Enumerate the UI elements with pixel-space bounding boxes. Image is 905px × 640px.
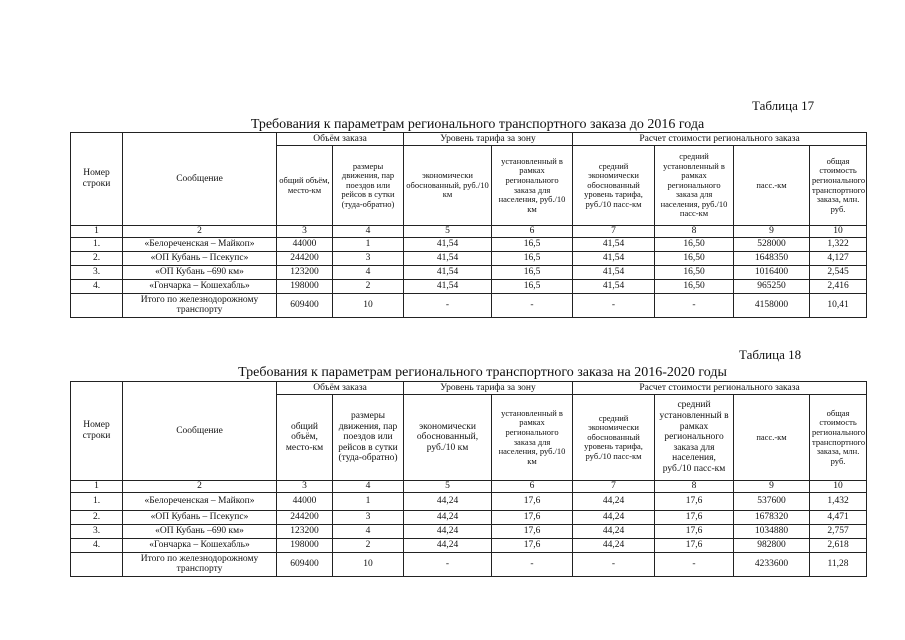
col-number: 4	[333, 226, 404, 238]
cell: «Белореченская – Майкоп»	[123, 237, 277, 251]
header-tariff-economic: экономически обоснованный, руб./10 км	[404, 146, 492, 226]
cell: 10,41	[810, 293, 867, 317]
header-volume-total: общий объём, место-км	[277, 146, 333, 226]
cell: 1,322	[810, 237, 867, 251]
cell: 965250	[734, 279, 810, 293]
table-18	[70, 381, 867, 577]
cell: 44,24	[573, 510, 655, 524]
cell: 17,6	[655, 524, 734, 538]
cell: 44,24	[404, 492, 492, 510]
header-pass-km: пасс.-км	[734, 146, 810, 226]
cell: 4,471	[810, 510, 867, 524]
col-number: 1	[71, 226, 123, 238]
table-row	[71, 251, 867, 265]
col-number: 8	[655, 226, 734, 238]
header-traffic-size: размеры движения, пар поездов или рейсов в сутки (туда-обратно)	[333, 395, 404, 481]
table-row	[71, 237, 867, 251]
table-row	[71, 279, 867, 293]
col-number: 5	[404, 481, 492, 493]
cell: 44000	[277, 237, 333, 251]
cell: -	[655, 552, 734, 576]
group-header-cost: Расчет стоимости регионального заказа	[573, 382, 867, 395]
cell: -	[404, 293, 492, 317]
cell: 198000	[277, 279, 333, 293]
cell: 4233600	[734, 552, 810, 576]
cell: 44,24	[573, 492, 655, 510]
total-row	[71, 552, 867, 576]
col-number: 6	[492, 226, 573, 238]
cell: 1016400	[734, 265, 810, 279]
cell: «Гончарка – Кошехабль»	[123, 279, 277, 293]
cell: 41,54	[404, 279, 492, 293]
cell: -	[655, 293, 734, 317]
col-number: 9	[734, 226, 810, 238]
cell: 44000	[277, 492, 333, 510]
total-label: Итого по железнодорожному транспорту	[123, 293, 277, 317]
cell: 44,24	[573, 524, 655, 538]
cell: 17,6	[655, 538, 734, 552]
cell: 982800	[734, 538, 810, 552]
cell: 2.	[71, 251, 123, 265]
header-avg-established: средний установленный в рамках регионального заказа для населения, руб./10 пасс-км	[655, 146, 734, 226]
col-number: 6	[492, 481, 573, 493]
cell: 528000	[734, 237, 810, 251]
col-number: 10	[810, 226, 867, 238]
cell: -	[573, 293, 655, 317]
cell: -	[404, 552, 492, 576]
cell: 4	[333, 265, 404, 279]
cell: 3	[333, 510, 404, 524]
col-number: 3	[277, 226, 333, 238]
cell: 2.	[71, 510, 123, 524]
cell: 123200	[277, 524, 333, 538]
cell: 16,5	[492, 279, 573, 293]
cell: 16,50	[655, 237, 734, 251]
cell: 41,54	[404, 265, 492, 279]
cell: 609400	[277, 293, 333, 317]
cell: 3	[333, 251, 404, 265]
cell: 17,6	[655, 510, 734, 524]
cell: 16,50	[655, 279, 734, 293]
cell: 4.	[71, 279, 123, 293]
cell: 2,757	[810, 524, 867, 538]
col-number: 8	[655, 481, 734, 493]
col-number: 9	[734, 481, 810, 493]
cell: 1648350	[734, 251, 810, 265]
cell: 1.	[71, 492, 123, 510]
header-number: Номер строки	[71, 382, 123, 481]
table-17-label: Таблица 17	[752, 98, 815, 113]
header-avg-economic: средний экономически обоснованный уровень тарифа, руб./10 пасс-км	[573, 395, 655, 481]
cell: 17,6	[492, 492, 573, 510]
table-row	[71, 538, 867, 552]
col-number: 7	[573, 481, 655, 493]
cell	[71, 552, 123, 576]
cell: 3.	[71, 524, 123, 538]
cell: 2,416	[810, 279, 867, 293]
cell: 16,50	[655, 251, 734, 265]
col-number: 3	[277, 481, 333, 493]
header-tariff-established: установленный в рамках регионального заказа для населения, руб./10 км	[492, 146, 573, 226]
cell: 41,54	[573, 265, 655, 279]
cell: 1.	[71, 237, 123, 251]
cell: 1,432	[810, 492, 867, 510]
table-row	[71, 510, 867, 524]
col-number: 5	[404, 226, 492, 238]
cell: 44,24	[404, 538, 492, 552]
group-header-tariff: Уровень тарифа за зону	[404, 382, 573, 395]
header-number: Номер строки	[71, 133, 123, 226]
cell: 3.	[71, 265, 123, 279]
cell: 44,24	[404, 510, 492, 524]
cell: 1678320	[734, 510, 810, 524]
cell: 2,545	[810, 265, 867, 279]
cell: 1	[333, 237, 404, 251]
header-total-cost: общая стоимость регионального транспортного заказа, млн. руб.	[810, 395, 867, 481]
cell: 609400	[277, 552, 333, 576]
table-row	[71, 524, 867, 538]
cell: 4	[333, 524, 404, 538]
header-total-cost: общая стоимость регионального транспортного заказа, млн. руб.	[810, 146, 867, 226]
col-number: 2	[123, 481, 277, 493]
header-avg-established: средний установленный в рамках регионального заказа для населения, руб./10 пасс-км	[655, 395, 734, 481]
cell: 10	[333, 552, 404, 576]
table-row	[71, 265, 867, 279]
cell: 1034880	[734, 524, 810, 538]
table-17	[70, 132, 867, 318]
header-traffic-size: размеры движения, пар поездов или рейсов в сутки (туда-обратно)	[333, 146, 404, 226]
col-number: 4	[333, 481, 404, 493]
col-number: 2	[123, 226, 277, 238]
cell: 16,5	[492, 251, 573, 265]
col-number: 10	[810, 481, 867, 493]
total-row	[71, 293, 867, 317]
cell: 17,6	[492, 538, 573, 552]
header-pass-km: пасс.-км	[734, 395, 810, 481]
cell: 2	[333, 279, 404, 293]
cell: 123200	[277, 265, 333, 279]
header-avg-economic: средний экономически обоснованный уровень тарифа, руб./10 пасс-км	[573, 146, 655, 226]
cell: «ОП Кубань –690 км»	[123, 265, 277, 279]
cell: 41,54	[573, 279, 655, 293]
cell: «Гончарка – Кошехабль»	[123, 538, 277, 552]
cell: 41,54	[404, 251, 492, 265]
cell: 1	[333, 492, 404, 510]
table-17-title: Требования к параметрам регионального транспортного заказа до 2016 года	[250, 117, 705, 132]
group-header-volume: Объём заказа	[277, 133, 404, 146]
cell: -	[492, 552, 573, 576]
cell: -	[573, 552, 655, 576]
cell: 11,28	[810, 552, 867, 576]
cell: 17,6	[492, 524, 573, 538]
cell: 16,5	[492, 265, 573, 279]
group-header-tariff: Уровень тарифа за зону	[404, 133, 573, 146]
header-tariff-economic: экономически обоснованный, руб./10 км	[404, 395, 492, 481]
cell: 16,50	[655, 265, 734, 279]
group-header-cost: Расчет стоимости регионального заказа	[573, 133, 867, 146]
cell: 2	[333, 538, 404, 552]
cell: 2,618	[810, 538, 867, 552]
cell: 41,54	[404, 237, 492, 251]
cell: «ОП Кубань – Псекупс»	[123, 510, 277, 524]
header-tariff-established: установленный в рамках регионального заказа для населения, руб./10 км	[492, 395, 573, 481]
header-route: Сообщение	[123, 133, 277, 226]
cell: «Белореченская – Майкоп»	[123, 492, 277, 510]
cell: 41,54	[573, 237, 655, 251]
table-18-title: Требования к параметрам регионального транспортного заказа на 2016-2020 годы	[238, 365, 727, 380]
cell	[71, 293, 123, 317]
cell: -	[492, 293, 573, 317]
cell: 244200	[277, 251, 333, 265]
cell: 17,6	[492, 510, 573, 524]
cell: 17,6	[655, 492, 734, 510]
cell: 4.	[71, 538, 123, 552]
cell: 244200	[277, 510, 333, 524]
table-row	[71, 492, 867, 510]
total-label: Итого по железнодорожному транспорту	[123, 552, 277, 576]
cell: 44,24	[573, 538, 655, 552]
cell: 16,5	[492, 237, 573, 251]
cell: 44,24	[404, 524, 492, 538]
header-volume-total: общий объём, место-км	[277, 395, 333, 481]
col-number: 7	[573, 226, 655, 238]
cell: «ОП Кубань –690 км»	[123, 524, 277, 538]
cell: 198000	[277, 538, 333, 552]
table-18-label: Таблица 18	[739, 347, 802, 362]
cell: 4158000	[734, 293, 810, 317]
group-header-volume: Объём заказа	[277, 382, 404, 395]
cell: 4,127	[810, 251, 867, 265]
cell: 41,54	[573, 251, 655, 265]
cell: 537600	[734, 492, 810, 510]
cell: «ОП Кубань – Псекупс»	[123, 251, 277, 265]
cell: 10	[333, 293, 404, 317]
col-number: 1	[71, 481, 123, 493]
header-route: Сообщение	[123, 382, 277, 481]
